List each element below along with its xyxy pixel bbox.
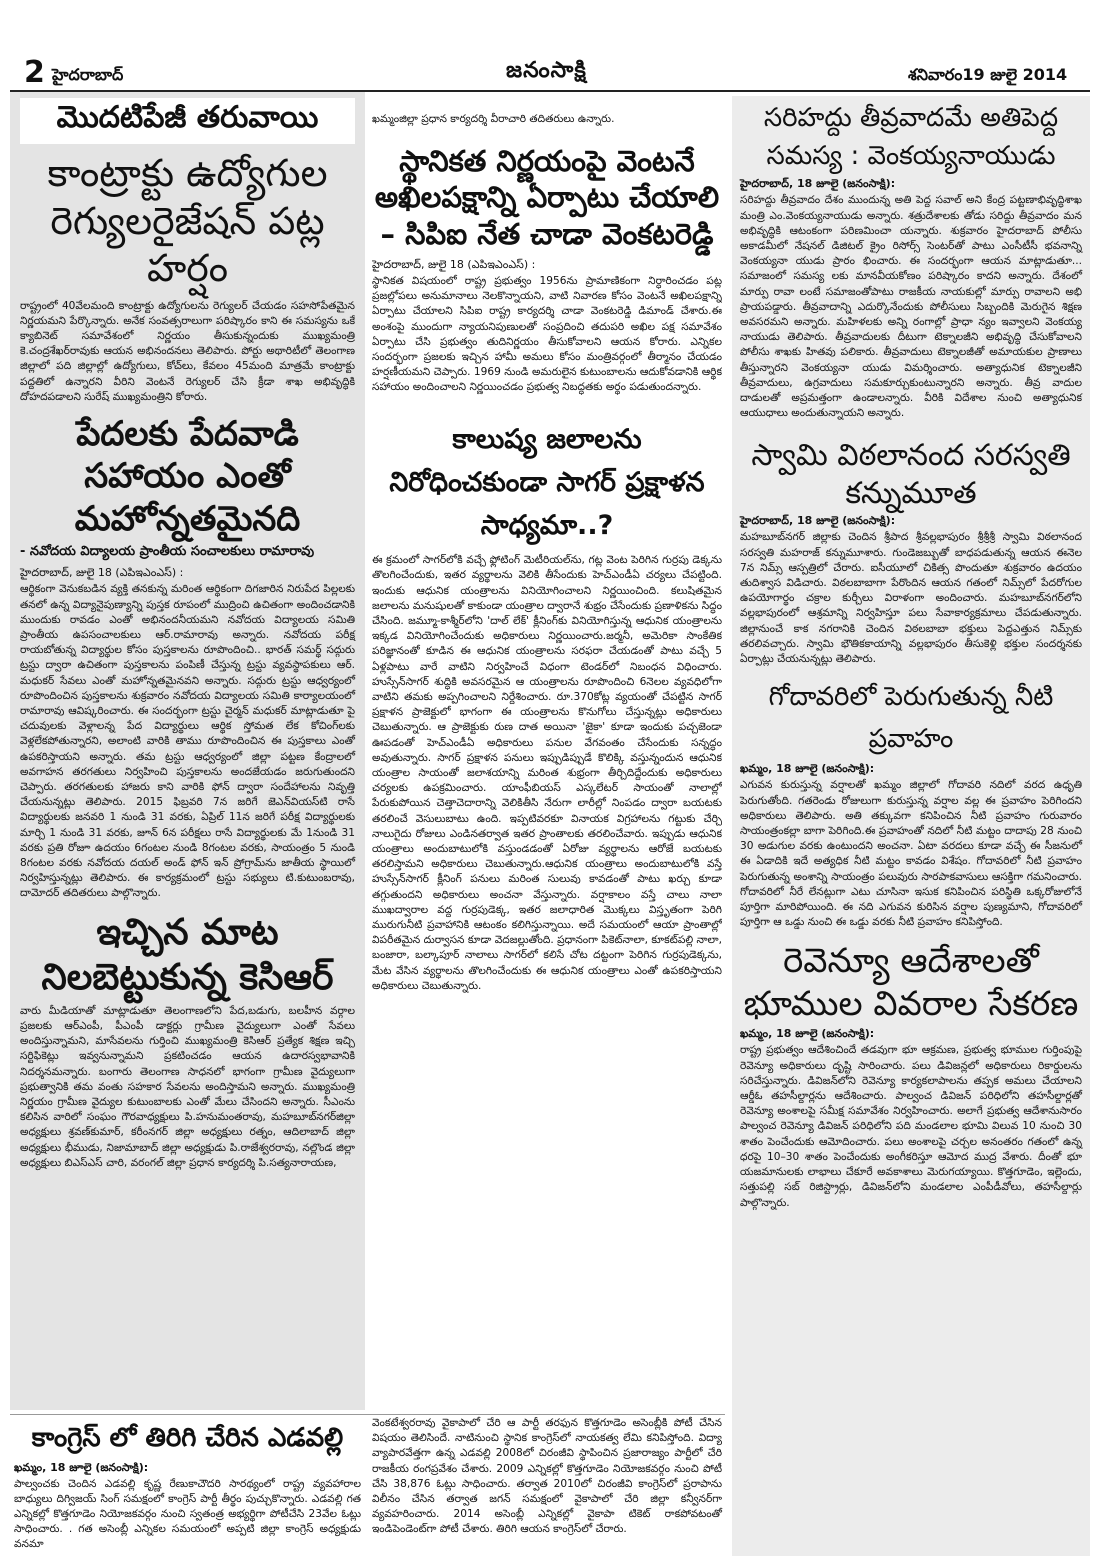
bottom-story xyxy=(10,1416,725,1560)
dateline-swami: హైదరాబాద్‌, 18 జూలై (జనంసాక్షి): xyxy=(740,514,896,528)
article-locality-body: స్థానికత విషయంలో రాష్ట్ర ప్రభుత్వం 1956ను ప్రామాణికంగా నిర్ధారించడం పట్ల ప్రజల్లోపలు అనుమానాలు నెలకొన్నాయని, వాటి నివారణ కోసం వెంటనే అఖిలపక్షాన్ని ఏర్పాటు చేయాలని సిపిఐ రాష్ట్ర కార్యదర్శి చాడా వెంకటరెడ్డి డిమాండ్‌ చేశారు.ఈ అంశంపై ముందుగా న్యాయనిపుణులతో సంప్రదించి తదుపరి అఖిల పక్ష సమావేశం ఏర్పాటు చేసి ప్రభుత్వం తుదినిర్ణయం తీసుకోవాలని ఆయన కోరారు. ఎన్నికల సందర్భంగా ప్రజలకు ఇచ్చిన హామీ అమలు కోసం మంత్రివర్గంలో తీర్మానం చేయడం హర్షణీయమని చెప్పారు. 1969 నుండి అమరులైన కుటుంబాలను ఆదుకోవడానికి ఆర్థిక సహాయం అందించాలని నిర్ణయించడం ప్రభుత్వ నిబద్ధతకు అర్థం పడుతుందన్నారు. xyxy=(372,274,722,394)
article-edavalli-body-left: పాల్వంచకు చెందిన ఎడవల్లి కృష్ణ రేణుకాచౌదరి సారథ్యంలో రాష్ట్ర వ్యవహారాల బాధ్యులు దిగ్విజయ్‌ సింగ్‌ సమక్షంలో కాంగ్రెస్‌ పార్టీ తీర్థం పుచ్చుకొన్నారు. ఎడవల్లి గత ఎన్నికల్లో కొత్తగూడెం నియోజకవర్గం నుంచి స్వతంత్ర అభ్యర్థిగా పోటీచేసి 23వేల ఓట్లు సాధించారు. . గత అసెంబ్లీ ఎన్నికల సమయంలో అప్పటి జిల్లా కాంగ్రెస్‌ అధ్యక్షుడు వనమా xyxy=(14,1477,361,1551)
article-swami-body: మహబూబ్‌నగర్‌ జిల్లాకు చెందిన శ్రీపాద శ్రీవల్లభాపురం శ్రీశ్రీశ్రీ స్వామి విఠలానంద సరస్వతి మహరాజ్‌ కన్నుమూశారు. గుండెజబ్బుతో బాధపడుతున్న ఆయన ఈనెల 7న నిమ్స్‌ ఆస్పత్రిలో చేరారు. ఐసీయూలో చికిత్స పొందుతూ శుక్రవారం ఉదయం తుదిశ్వాస విడిచారు. విఠలబాబాగా పేరొందిన ఆయన గతంలో నిమ్స్‌లో పేదరోగుల ఉపయోగార్థం చక్రాల కుర్చీలు విరాళంగా అందించారు. మహబూబ్‌నగర్‌లోని వల్లభాపురంలో ఆశ్రమాన్ని నిర్వహిస్తూ పలు సేవాకార్యక్రమాలు చేపడుతున్నారు. జిల్లానుంచే కాక నగరానికి చెందిన విఠలబాబా భక్తులు పెద్దఎత్తున నిమ్స్‌కు తరలివచ్చారు. స్వామి భౌతికకాయాన్ని వల్లభాపురం తీసుకెళ్లి భక్తుల సందర్శనకు ఏర్పాట్లు చేయనున్నట్లు తెలిపారు. xyxy=(740,531,1082,666)
dateline-edavalli: ఖమ్మం, 18 జూలై (జనంసాక్షి): xyxy=(14,1460,149,1474)
article-edavalli-body-right: వెంకటేశ్వరరావు వైకాపాలో చేరి ఆ పార్టీ తరఫున కొత్తగూడెం అసెంబ్లీకి పోటీ చేసిన విషయం తెలిసిందే. నాటినుంచి స్థానిక కాంగ్రెస్‌లో నాయకత్వ లేమి కనిపిస్తోంది. విద్యా వ్యాపారవేత్తగా ఉన్న ఎడవల్లి 2008లో చిరంజీవి స్థాపించిన ప్రజారాజ్యం పార్టీలో చేరి రాజకీయ రంగప్రవేశం చేశారు. 2009 ఎన్నికల్లో కొత్తగూడెం నియోజకవర్గం నుంచి పోటీ చేసి 38,876 ఓట్లు సాధించారు. తర్వాత 2010లో చిరంజీవి కాంగ్రెస్‌లో ప్రరాపాను విలీనం చేసిన తర్వాత జగన్‌ సమక్షంలో వైకాపాలో చేరి జిల్లా కన్వీనర్‌గా వ్యవహరించారు. 2014 అసెంబ్లీ ఎన్నికల్లో వైకాపా టికెట్‌ రాకపోవటంతో ఇండిపెండెంట్‌గా పోటీ చేశారు. తిరిగి ఆయన కాంగ్రెస్‌లో చేరారు. xyxy=(372,1417,722,1536)
page-header xyxy=(10,55,1090,90)
bottom-divider xyxy=(10,1414,725,1415)
headline-border-terror: సరిహద్దు తీవ్రవాదమే అతిపెద్ద సమస్య : వెంకయ్యనాయుడు xyxy=(763,103,1059,171)
header-city: హైదరాబాద్ xyxy=(52,65,124,84)
headline-kcr-promise: ఇచ్చిన మాట నిలబెట్టుకున్న కెసిఆర్‌ xyxy=(41,911,334,998)
dateline-revenue: ఖమ్మం, 18 జూలై (జనంసాక్షి): xyxy=(740,1027,875,1041)
left-column xyxy=(10,92,365,1410)
headline-revenue: రెవెన్యూ ఆదేశాలతో భూముల వివరాల సేకరణ xyxy=(743,941,1079,1024)
dateline-help-poor: హైదరాబాద్‌, జులై 18 (ఎపిఇఎంఎస్‌) : xyxy=(20,566,184,580)
article-regularisation-body: రాష్ట్రంలో 40వేలమంది కాంట్రాక్టు ఉద్యోగులను రెగ్యులర్‌ చేయడం సహసోపేతమైన నిర్ణయమని పేర్కొన్నారు. అనేక సంవత్సరాలుగా పరిష్కారం కాని ఈ సమస్యను ఒకే క్యాబినెట్‌ సమావేశంలో నిర్ణయం తీసుకున్నందుకు ముఖ్యమంత్రి కె.చంద్రశేఖర్‌రావుకు ఆయన అభినందనలు తెలిపారు. పోర్టు అథారిటీలో తెలంగాణ జిల్లాలో పది జిల్లాల్లో ఉద్యోగులు, కోచ్‌లు, కేవలం 45మంది మాత్రమే కాంట్రాక్టు పద్దతిలో ఉన్నారని వీరిని వెంటనే రెగ్యులర్‌ చేసి క్రీడా శాఖ అభివృద్ధికి దోహదపడాలని సురేష్‌ ముఖ్యమంత్రిని కోరారు. xyxy=(20,299,355,403)
article-border-terror-body: సరిహద్దు తీవ్రవాదం దేశం ముందున్న అతి పెద్ద సవాల్‌ అని కేంద్ర పట్టణాభివృద్ధిశాఖ మంత్రి ఎం.వెంకయ్యనాయుడు అన్నారు. శత్రుదేశాలకు తోడు సరిద్దు తీవ్రవాదం మన అభివృద్ధికి ఆటంకంగా పరిణమించా యన్నారు. శుక్రవారం హైదరాబాద్‌ పోలీసు అకాడమీలో నేషనల్‌ డిజిటల్‌ క్రైం రిసోర్స్‌ సెంటర్‌తో పాటు ఎంసీటీసీ భవనాన్ని వెంకయ్యనా యుడు ప్రారం భించారు. ఈ సందర్భంగా ఆయన మాట్లాడుతూ... సమాజంలో సమస్య లకు మానవీయకోణం పరిష్కారం కాదని అన్నారు. దేశంలో మార్పు రావా లంటే సమాజంతోపాటు రాజకీయ నాయకుల్లో మార్పు రావాలని అభి ప్రాయపడ్డారు. తీవ్రవాదాన్ని ఎదుర్కొనేందుకు పోలీసులు సిబ్బందికి మెరుగైన శిక్షణ అవసరమని అన్నారు. మహిళలకు అన్ని రంగాల్లో ప్రాధా న్యం ఇవ్వాలని వెంకయ్య నాయుడు తెలిపారు. తీవ్రవాదులకు దీటుగా టెక్నాలజీని అభివృద్ధి చేసుకోవాలని పోలీసు శాఖకు హితవు పలికారు. తీవ్రవాదులు టెక్నాలజీతో అమాయకుల ప్రాణాలు తీస్తున్నారని వెంకయ్యనా యుడు విమర్శించారు. అత్యాధునిక టెక్నాలజీని తీవ్రవాదులు, ఉగ్రవాదులు సమకూర్చుకుంటున్నారని అన్నారు. తీవ్ర వాదుల దాడులతో అప్రమత్తంగా ఉండాలన్నారు. వీరికి విదేశాల నుంచి అత్యాధునిక ఆయుధాలు అందుతున్నాయని అన్నారు. xyxy=(740,194,1082,420)
headline-help-poor: పేదలకు పేదవాడి సహాయం ఎంతో మహోన్నతమైనది xyxy=(74,413,301,539)
dateline-locality: హైదరాబాద్‌, జులై 18 (ఎపిఇఎంఎస్‌) : xyxy=(372,257,536,271)
headline-godavari: గోదావరిలో పెరుగుతున్న నీటి ప్రవాహం xyxy=(768,682,1054,754)
article-godavari-body: ఎగువన కురుస్తున్న వర్షాలతో ఖమ్మం జిల్లాలో గోదావరి నదిలో వరద ఉధృతి పెరుగుతోంది. గతరెండు రోజులుగా కురుస్తున్న వర్షాల వల్ల ఈ ప్రవాహం పెరిగిందని అధికారులు తెలిపారు. అతి తక్కువగా కనిపించిన నీటి ప్రవాహం గురువారం సాయంత్రంకల్లా బాగా పెరిగింది.ఈ ప్రవాహంతో నదిలో నీటి మట్టం దాదాపు 28 నుంచి 30 అడుగుల వరకు ఉంటుందని అంచనా. ఏటా వరదలు కూడా వచ్చే ఈ సీజనులో ఈ ఏడాదికి ఇదే అత్యధిక నీటి మట్టం కావడం విశేషం. గోదావరిలో నీటి ప్రవాహం పెరుగుతున్న అంశాన్ని సాయంత్రం పలువురు సారపాకవాసులు ఆసక్తిగా గమనించారు. గోదావరిలో నీరే లేనట్లుగా ఎటు చూసినా ఇసుక కనిపించిన పరిస్థితి ఒక్కరోజులోనే పూర్తిగా మారిపోయింది. ఈ నది ఎగువన కురిసిన వర్షాల పుణ్యమాని, గోదావరిలో పూర్తిగా ఆ ఒడ్డు నుంచి ఈ ఒడ్డు వరకు నీటి ప్రవాహం కనిపిస్తోంది. xyxy=(740,779,1082,929)
dateline-godavari: ఖమ్మం, 18 జూలై (జనంసాక్షి): xyxy=(740,762,875,776)
middle-top-line: ఖమ్మంజిల్లా ప్రధాన కార్యదర్శి వీరాచారి తదితరులు ఉన్నారు. xyxy=(372,113,615,125)
section-title: మొదటిపేజీ తరువాయి xyxy=(20,98,355,144)
headline-sagar-cleanup: కాలుష్య జలాలను నిరోధించకుండా సాగర్‌ ప్రక్షాళన సాధ్యమా..? xyxy=(389,423,705,541)
headline-swami: స్వామి విఠలానంద సరస్వతి కన్నుమూత xyxy=(751,438,1071,511)
page-number: 2 xyxy=(24,55,45,90)
middle-column xyxy=(372,112,722,1412)
headline-edavalli: కాంగ్రెస్‌ లో తిరిగి చేరిన ఎడవల్లి xyxy=(31,1423,344,1453)
dateline-border-terror: హైదరాబాద్‌, 18 జూలై (జనంసాక్షి): xyxy=(740,177,896,191)
header-date: శనివారం19 జులై 2014 xyxy=(908,65,1068,84)
article-kcr-promise-body: వారు మీడియాతో మాట్లాడుతూ తెలంగాణలోని పేద,బడుగు, బలహీన వర్గాల ప్రజలకు ఆర్‌ఎంపీ, పీఎంపీ డాక్టర్లు గ్రామీణ వైద్యులుగా ఎంతో సేవలు అందిస్తున్నామని, మాసేవలను గుర్తించి ముఖ్యమంత్రి కెసిఆర్‌ ప్రత్యేక శిక్షణ ఇచ్చి సర్టిఫికెట్లు ఇవ్వనున్నామని ప్రకటించడం ఆయన ఉదారస్వభావానికి నిదర్శనమన్నారు. బంగారు తెలంగాణ సాధనలో భాగంగా గ్రామీణ వైద్యులుగా ప్రభుత్వానికి తమ వంతు సహకార సేవలను అందిస్తామని అన్నారు. ముఖ్యమంత్రి నిర్ణయం గ్రామీణ వైద్యుల కుటుంబాలకు ఎంతో మేలు చేసిందని అన్నారు. సీఎంను కలిసిన వారిలో సంఘం గౌరవాధ్యక్షులు పి.హనుమంతరావు, మహబూబ్‌నగర్‌జిల్లా అధ్యక్షులు శ్రవణ్‌కుమార్‌, కరీంనగర్‌ జిల్లా అధ్యక్షులు రత్నం, ఆదిలాబాద్‌ జిల్లా అధ్యక్షులు భీముడు, నిజామాబాద్‌ జిల్లా అధ్యక్షుడు పి.రాజేశ్వరరావు, నల్లొండ జిల్లా అధ్యక్షులు బిఎస్‌ఎస్‌ చారి, వరంగల్‌ జిల్లా ప్రధాన కార్యదర్శి పి.సత్యనారాయణ, xyxy=(20,1004,355,1169)
headline-regularisation: కాంట్రాక్టు ఉద్యోగుల రెగ్యులరైజేషన్‌ పట్ల హర్షం xyxy=(47,151,328,290)
subhead-help-poor: - నవోదయ విద్యాలయ ప్రాంతీయ సంచాలకులు రామారావు xyxy=(20,544,315,560)
logo xyxy=(506,58,587,88)
right-column xyxy=(732,96,1090,1556)
logo-text: జనంసాక్షి xyxy=(506,58,587,83)
article-revenue-body: రాష్ట్ర ప్రభుత్వం ఆదేశించిందే తడవుగా భూ ఆక్రమణ, ప్రభుత్వ భూముల గుర్తింపుపై రెవెన్యూ అధికారులు దృష్టి సారించారు. పలు డివిజన్లలో అధికారులు రికార్డులను సరిచేస్తున్నారు. డివిజన్‌లోని రెవెన్యూ కార్యకలాపాలను తప్పక అమలు చేయాలని ఆర్డీఓ తహసీల్దార్లను ఆదేశించారు. పాల్వంచ డివిజన్‌ పరిధిలోని తహసీల్దార్లతో రెవెన్యూ అంశాలపై సమీక్ష సమావేశం నిర్వహించారు. అలాగే ప్రభుత్వ ఆదేశానుసారం పాల్వంచ రెవెన్యూ డివిజన్‌ పరిధిలోని పది మండలాల భూమి విలువ 10 నుంచి 30 శాతం పెంచేందుకు ఆమోదించారు. పలు అంశాలపై చర్చల అనంతరం గతంలో ఉన్న ధరపై 10–30 శాతం పెంచేందుకు అంగీకరిస్తూ ఆమోద ముద్ర వేశారు. దీంతో భూ యజమానులకు లాభాలు చేకూరే అవకాశాలు మెరుగయ్యాయి. కొత్తగూడెం, ఇల్లెందు, సత్తుపల్లి సబ్‌ రిజిస్ట్రార్లు, డివిజన్‌లోని మండలాల ఎంపీడీవోలు, తహసీల్దార్లు పాల్గొన్నారు. xyxy=(740,1044,1082,1209)
article-sagar-cleanup-body: ఈ క్రమంలో సాగర్‌లోకి వచ్చే ఫ్లోటింగ్‌ మెటీరియల్‌ను, గట్ల వెంట పెరిగిన గుర్రపు డెక్కను తొలగించేందుకు, ఇతర వ్యర్థాలను వెలికి తీసేందుకు హెచ్‌ఎండీఏ చర్యలు చేపట్టింది. ఇందుకు ఆధునిక యంత్రాలను వినియోగించాలని నిర్ణయించింది. కలుషితమైన జలాలను మనుషులతో కాకుండా యంత్రాల ద్వారానే శుభ్రం చేసేందుకు ప్రణాళికను సిద్ధం చేసింది. జమ్మూ-కాశ్మీర్‌లోని 'దాల్‌ లేక్‌' క్లీనింగ్‌కు వినియోగిస్తున్న ఆధునిక యంత్రాలను ఇక్కడ వినియోగించేందుకు అధికారులు నిర్ణయించారు.జర్మనీ, అమెరికా సాంకేతిక పరిజ్ఞానంతో కూడిన ఈ ఆధునిక యంత్రాలను సరఫరా చేయడంతో పాటు వచ్చే 5 ఏళ్లపాటు వారే వాటిని నిర్వహించే విధంగా టెండర్‌లో నిబంధన విధించారు. హుస్సేన్‌సాగర్‌ శుద్ధికి అవసరమైన ఆ యంత్రాలను రూపొందించి 6నెలల వ్యవధిలోగా వాటిని తమకు అప్పగించాలని నిర్దేశించారు. రూ.370కోట్ల వ్యయంతో చేపట్టిన సాగర్‌ ప్రక్షాళన ప్రాజెక్టులో భాగంగా ఈ యంత్రాలను కొనుగోలు చేస్తున్నట్లు అధికారులు చెబుతున్నారు. ఆ ప్రాజెక్టుకు రుణ దాత అయినా 'జైకా' కూడా ఇందుకు పచ్చజెండా ఊపడంతో హెచ్‌ఎండీఏ అధికారులు పనుల వేగవంతం చేసేందుకు సన్నద్ధం అవుతున్నారు. సాగర్‌ ప్రక్షాళన పనులు ఇప్పుడిప్పుడే కొలిక్కి వస్తున్నందున ఆధునిక యంత్రాల సాయంతో జలాశయాన్ని మరింత శుభ్రంగా తీర్చిదిద్దేందుకు అధికారులు చర్యలకు ఉపక్రమించారు. యాంఫీబియస్‌ ఎస్కలేటర్‌ సాయంతో నాలాల్లో పేరుకుపోయిన చెత్తాచెదారాన్ని వెలికితీసి నేరుగా లారీల్లో నింపడం ద్వారా బయటకు తరలించే వెసులుబాటు ఉంది. ఇప్పటివరకూ వినాయక విగ్రహాలను గట్టుకు చేర్చి నాలుగైదు రోజులు ఎండినతర్వాత ఇతర ప్రాంతాలకు తరలించేవారు. ఇప్పుడు ఆధునిక యంత్రాలు అందుబాటులోకి వస్తుండడంతో ఏరోజు వ్యర్థాలను ఆరోజే బయటకు తరలిస్తామని అధికారులు చెబుతున్నారు.ఆధునిక యంత్రాలు అందుబాటులోకి వస్తే హుస్సేన్‌సాగర్‌ క్లీనింగ్‌ పనులు మరింత సులువు కావడంతో పాటు ఖర్చు కూడా తగ్గుతుందని అధికారులు అంచనా వేస్తున్నారు. వర్షాకాలం వస్తే చాలు నాలా ముఖద్వారాల వద్ద గుర్రపుడెక్క, ఇతర జలాధారిత మొక్కలు విస్తృతంగా పెరిగి మురుగునీటి ప్రవాహానికి ఆటంకం కలిగిస్తున్నాయి. అదే సమయంలో ఆయా ప్రాంతాల్లో విపరీతమైన దుర్వాసన కూడా వెదజల్లుతోంది. ప్రధానంగా పికెట్‌నాలా, కూకట్‌పల్లి నాలా, బంజారా, బల్కాపూర్‌ నాలాలు సాగర్‌లో కలిసే చోట దట్టంగా పెరిగిన గుర్రపుడెక్కను, మేట వేసిన వ్యర్థాలను తొలగించేందుకు ఈ ఆధునిక యంత్రాలు ఎంతో ఉపకరిస్తాయని అధికారులు చెబుతున్నారు. xyxy=(372,554,722,992)
article-help-poor-body: ఆర్థికంగా వెనుకబడిన వ్యక్తి తనకున్న మరింత ఆర్థికంగా దిగజారిన నిరుపేద పిల్లలకు తనలో ఉన్న విద్యానైపుణ్యాన్ని పుస్తక రూపంలో ముద్రించి ఉచితంగా అందించడానికి ముందుకు రావడం ఎంతో అభినందనీయమని నవోదయ విద్యాలయ సమితి ప్రాంతీయ ఉపసంచాలకులు ఆర్‌.రామారావు అన్నారు. నవోదయ పరీక్ష రాయబోతున్న విద్యార్థుల కోసం పుస్తకాలను రూపొందించి.. భారత్‌ సమర్థ్‌ సద్గురు ట్రస్టు ద్వారా ఉచితంగా పుస్తకాలను పంపిణీ చేస్తున్న ట్రస్టు వ్యవస్థాపకులు ఆర్‌. మధుకర్‌ సేవలు ఎంతో మహోన్నతమైనవని అన్నారు. సద్గురు ట్రస్టు ఆధ్వర్యంలో రూపొందించిన పుస్తకాలను శుక్రవారం నవోదయ విద్యాలయ సమితి కార్యాలయంలో రామారావు ఆవిష్కరించారు. ఈ సందర్భంగా ట్రస్టు చైర్మన్‌ మధుకర్‌ మాట్లాడుతూ పై చదువులకు వెళ్లాలన్న పేద విద్యార్థులు ఆర్థిక స్తోమత లేక కోచింగ్‌లకు వెళ్లలేకపోతున్నారని, అలాంటి వారికి తాము రూపొందించిన ఈ పుస్తకాలు ఎంతో ఉపకరిస్తాయని అన్నారు. తమ ట్రస్టు ఆధ్వర్యంలో జిల్లా పట్టణ కేంద్రాలలో అవగాహన తరగతులు నిర్వహించి పుస్తకాలను అందజేయడం జరుగుతుందని చెప్పారు. తరగతులకు హాజరు కాని వారికి ఫోన్‌ ద్వారా సందేహాలను నివృత్తి చేయనున్నట్లు తెలిపారు. 2015 ఫిబ్రవరి 7న జరిగే జెఎన్‌వియస్‌టి రాసే విద్యార్థులకు జనవరి 1 నుండి 31 వరకు, ఏప్రిల్‌ 11న జరిగే పరీక్ష విద్యార్థులకు మార్చి 1 నుండి 31 వరకు, జూన్‌ 6న పరీక్షలు రాసే విద్యార్థులకు మే 1నుండి 31 వరకు ప్రతి రోజూ ఉదయం 6గంటల నుండి 8గంటల వరకు, సాయంత్రం 5 నుండి 8గంటల వరకు నవోదయ దయల్‌ అండ్‌ ఫోన్‌ ఇన్‌ ప్రోగ్రామ్‌ను జాతీయ స్థాయిలో నిర్వహిస్తున్నట్లు తెలిపారు. ఈ కార్యక్రమంలో ట్రస్టు సభ్యులు టి.కుటుంబరావు, దామోదర్‌ తదితరులు పాల్గొన్నారు. xyxy=(20,583,355,900)
headline-locality: స్థానికత నిర్ణయంపై వెంటనే అఖిలపక్షాన్ని ఏర్పాటు చేయాలి – సిపిఐ నేత చాడా వెంకటరెడ్డి xyxy=(374,144,720,251)
